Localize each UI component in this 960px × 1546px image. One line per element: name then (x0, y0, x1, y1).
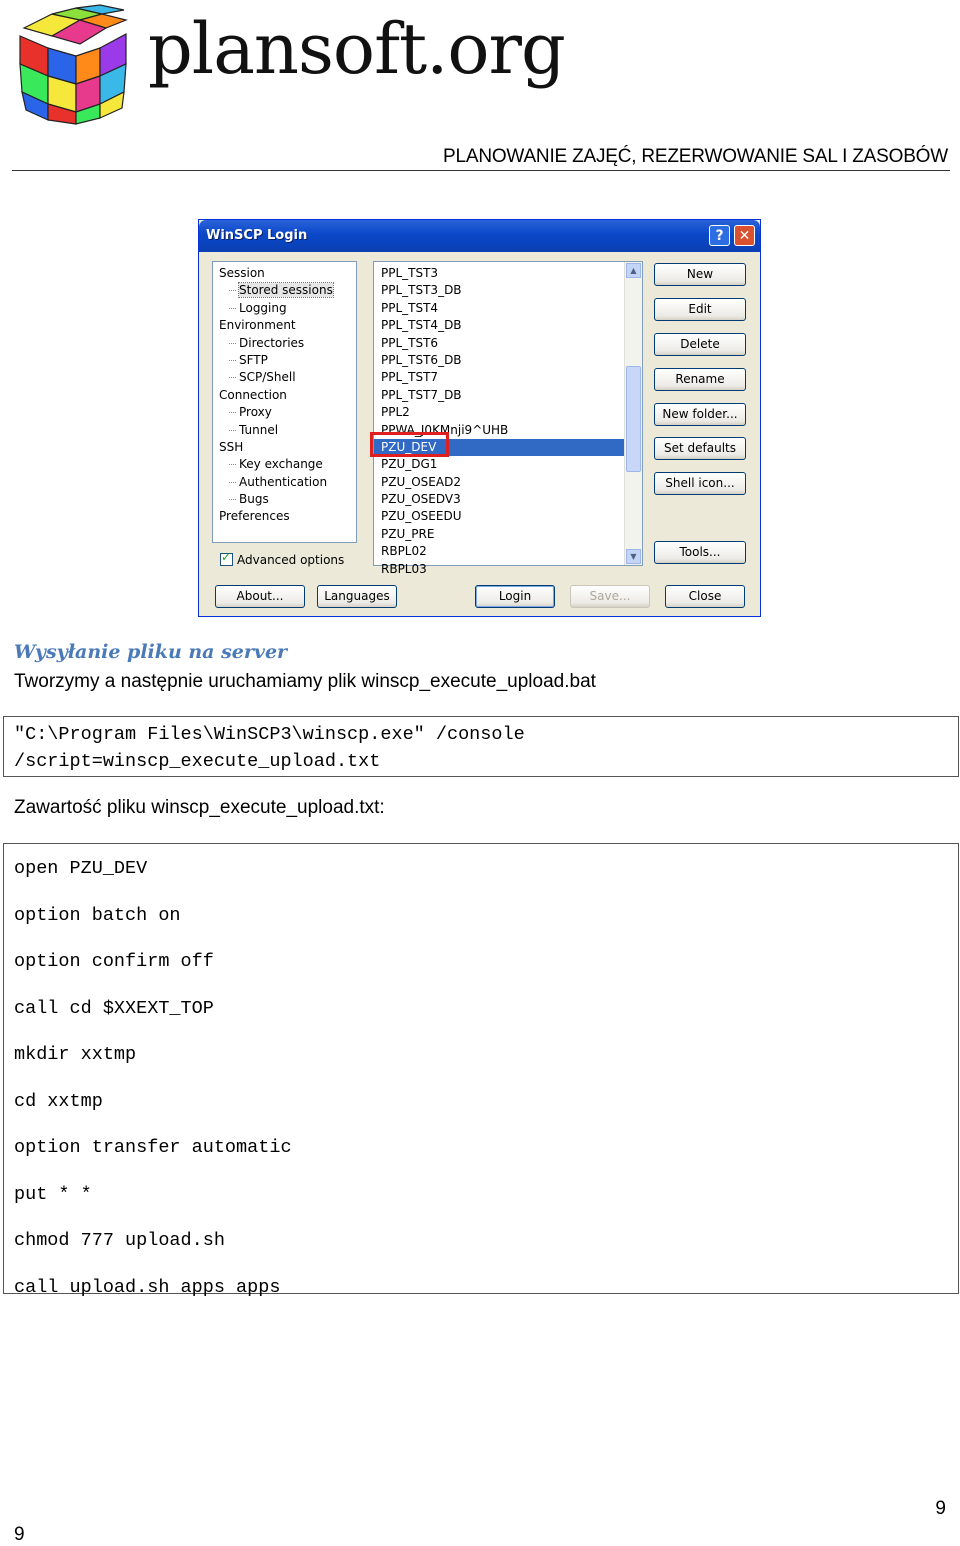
tree-item-label: SSH (219, 439, 244, 454)
tree-item[interactable] (213, 422, 356, 439)
sessions-scrollbar[interactable] (624, 262, 642, 565)
contents-label: Zawartość pliku winscp_execute_upload.txt: (14, 797, 385, 818)
bat-file-code-box (3, 716, 959, 777)
session-list-item[interactable]: RBPL02 (381, 544, 427, 559)
set-defaults-button[interactable]: Set defaults (654, 437, 746, 460)
header-divider (12, 170, 950, 171)
session-list-item[interactable]: PPL_TST6 (381, 335, 439, 350)
help-icon[interactable]: ? (709, 225, 730, 246)
session-list-item[interactable]: PZU_PRE (381, 526, 435, 541)
tree-item[interactable] (213, 474, 356, 491)
scroll-thumb[interactable] (626, 366, 641, 472)
new-folder-button[interactable]: New folder... (654, 403, 746, 426)
login-button[interactable]: Login (475, 585, 555, 608)
tree-item-label: Authentication (239, 474, 328, 489)
code-line: put * * (14, 1183, 92, 1205)
tree-item-label: Preferences (219, 509, 290, 524)
session-list-item[interactable]: PPL_TST4_DB (381, 318, 462, 333)
session-list-item[interactable]: PPL_TST7 (381, 370, 439, 385)
code-line: option batch on (14, 904, 181, 926)
logo-cube-icon (14, 6, 132, 124)
checkbox-checked-icon[interactable] (220, 553, 233, 566)
code-line: chmod 777 upload.sh (14, 1230, 225, 1251)
close-button[interactable]: Close (665, 585, 745, 608)
tree-item-label: Connection (219, 387, 287, 402)
session-list-item[interactable]: PZU_OSEEDU (381, 509, 462, 524)
session-list-item[interactable]: PZU_OSEDV3 (381, 492, 461, 507)
code-line: open PZU_DEV (14, 858, 148, 879)
tree-item[interactable] (213, 404, 356, 421)
code-line: option transfer automatic (14, 1137, 292, 1158)
save-button[interactable]: Save... (570, 585, 650, 608)
scroll-down-arrow-icon[interactable]: ▼ (626, 549, 641, 564)
stored-sessions-list[interactable] (373, 261, 643, 576)
advanced-options-label: Advanced options (237, 553, 345, 567)
session-list-item[interactable]: PZU_DG1 (381, 457, 438, 472)
tree-item-label: SFTP (239, 352, 268, 367)
advanced-options-checkbox[interactable] (220, 553, 344, 567)
session-list-item[interactable]: PPL_TST3 (381, 266, 439, 280)
tree-item[interactable] (213, 491, 356, 508)
code-line: /script=winscp_execute_upload.txt (14, 751, 381, 772)
tree-item[interactable] (213, 387, 356, 404)
page-number: 9 (935, 1498, 946, 1519)
rename-button[interactable]: Rename (654, 368, 746, 391)
tree-item[interactable] (213, 508, 356, 525)
dialog-title: WinSCP Login (206, 228, 308, 243)
selected-session-highlight (370, 432, 449, 457)
scroll-up-arrow-icon[interactable]: ▲ (626, 263, 641, 278)
intro-paragraph: Tworzymy a następnie uruchamiamy plik winscp_execute_upload.bat (14, 671, 596, 692)
session-list-item[interactable]: PPWA_J0KMnji9^UHB (381, 422, 509, 437)
new-button[interactable]: New (654, 263, 746, 286)
tree-item-label: Environment (219, 318, 296, 333)
settings-tree (212, 261, 357, 543)
code-line: cd xxtmp (14, 1090, 103, 1112)
languages-button[interactable]: Languages (317, 585, 397, 608)
code-line: "C:\Program Files\WinSCP3\winscp.exe" /console (14, 724, 525, 745)
tree-item-label: Logging (239, 300, 287, 315)
page-tagline: PLANOWANIE ZAJĘĆ, REZERWOWANIE SAL I ZASOBÓW (443, 146, 948, 167)
tree-item[interactable] (213, 369, 356, 386)
tree-item[interactable] (213, 439, 356, 456)
code-line: call cd $XXEXT_TOP (14, 997, 214, 1019)
tree-item[interactable] (213, 317, 356, 334)
session-list-item[interactable]: PPL_TST6_DB (381, 352, 462, 367)
delete-button[interactable]: Delete (654, 333, 746, 356)
logo-text: plansoft.org (148, 8, 565, 90)
tree-item-label: SCP/Shell (239, 370, 296, 385)
edit-button[interactable]: Edit (654, 298, 746, 321)
shell-icon-button[interactable]: Shell icon... (654, 472, 746, 495)
tree-item[interactable] (213, 300, 356, 317)
tree-item-label: Directories (239, 335, 305, 350)
tree-item[interactable] (213, 282, 356, 299)
tree-item-label: Stored sessions (239, 283, 333, 298)
section-heading: Wysyłanie pliku na server (14, 641, 288, 663)
tree-item[interactable] (213, 352, 356, 369)
about-button[interactable]: About... (215, 585, 305, 608)
session-list-item[interactable]: PZU_DEV (374, 439, 625, 456)
winscp-login-dialog (198, 219, 761, 617)
tree-item-label: Proxy (239, 405, 272, 420)
tree-item-label: Tunnel (239, 422, 279, 437)
close-icon[interactable]: ✕ (734, 225, 755, 246)
code-line: mkdir xxtmp (14, 1044, 137, 1065)
code-line: option confirm off (14, 951, 214, 972)
session-list-item[interactable]: PPL_TST7_DB (381, 387, 462, 402)
session-list-item[interactable]: RBPL03 (381, 561, 427, 576)
page-number: 9 (14, 1524, 25, 1545)
tools-button[interactable]: Tools... (654, 541, 746, 564)
dialog-titlebar[interactable] (199, 220, 760, 252)
code-line: call upload.sh apps apps (14, 1276, 281, 1298)
tree-item-label: Bugs (239, 492, 269, 507)
session-list-item[interactable]: PPL_TST3_DB (381, 283, 462, 298)
tree-item-label: Session (219, 266, 265, 280)
script-code-box (3, 843, 959, 1298)
tree-item[interactable] (213, 335, 356, 352)
tree-item[interactable] (213, 265, 356, 282)
session-list-item[interactable]: PPL2 (381, 405, 410, 420)
session-list-item[interactable]: PPL_TST4 (381, 300, 439, 315)
session-list-item[interactable]: PZU_OSEAD2 (381, 474, 461, 489)
tree-item-label: Key exchange (239, 457, 323, 472)
tree-item[interactable] (213, 456, 356, 473)
